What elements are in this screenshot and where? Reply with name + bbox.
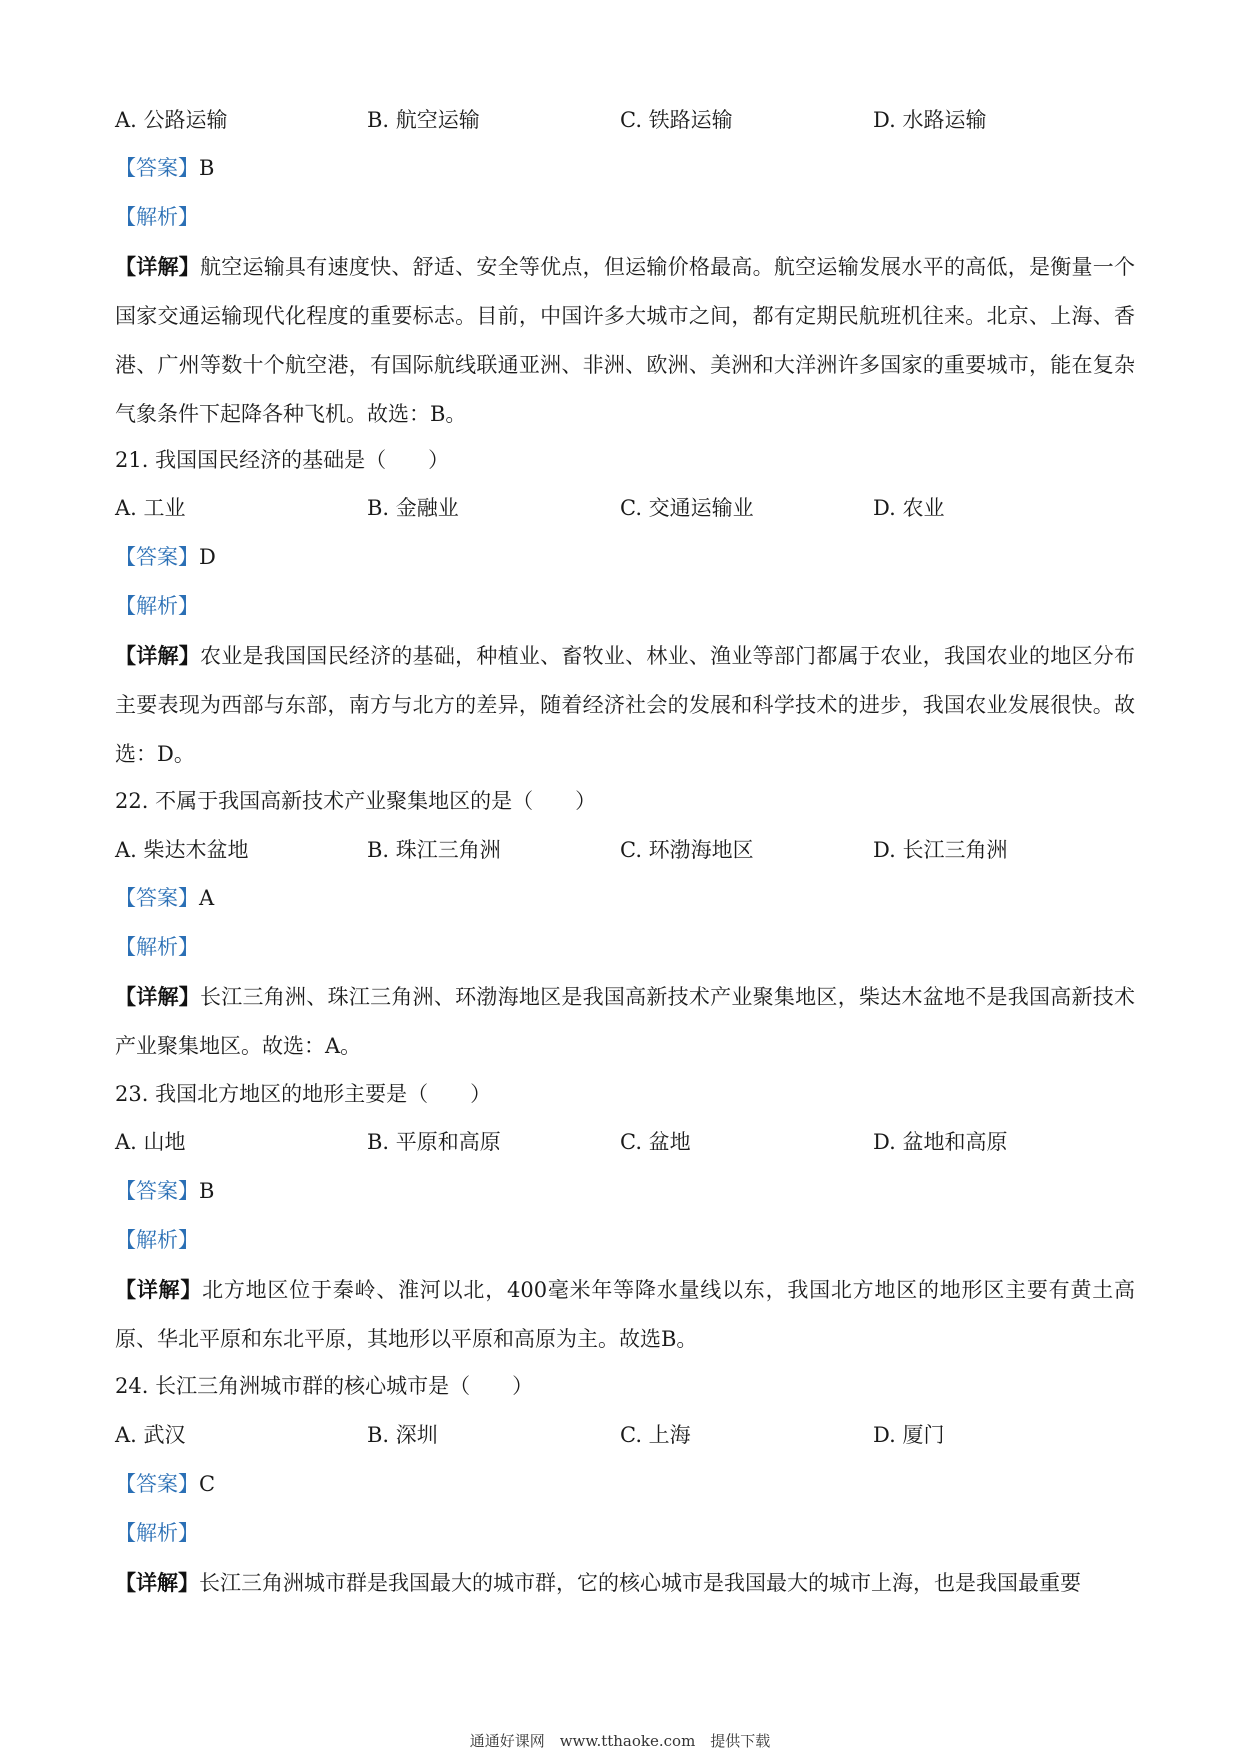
q21-analysis (115, 592, 1135, 620)
q22-option-c: C. 环渤海地区 (620, 838, 754, 862)
q23-option-b: B. 平原和高原 (367, 1130, 501, 1154)
analysis-tag: 【解析】 (115, 594, 199, 618)
answer-tag: 【答案】 (115, 545, 199, 569)
q23-option-d: D. 盆地和高原 (873, 1130, 1008, 1154)
q21-detail (115, 631, 1135, 779)
q23-analysis (115, 1226, 1135, 1254)
q22-option-b: B. 珠江三角洲 (367, 838, 501, 862)
q20-option-b: B. 航空运输 (367, 108, 480, 132)
q24-stem: 24. 长江三角洲城市群的核心城市是（ ） (115, 1374, 534, 1398)
answer-tag: 【答案】 (115, 886, 199, 910)
q22-detail (115, 972, 1135, 1071)
q22-option-a: A. 柴达木盆地 (115, 838, 249, 862)
detail-text: 长江三角洲、珠江三角洲、环渤海地区是我国高新技术产业聚集地区，柴达木盆地不是我国高新技术产业聚集地区。故选：A。 (115, 985, 1136, 1058)
q22-option-d: D. 长江三角洲 (873, 838, 1008, 862)
answer-value: B (199, 156, 215, 180)
answer-value: A (199, 886, 215, 910)
analysis-tag: 【解析】 (115, 1521, 199, 1545)
detail-text: 航空运输具有速度快、舒适、安全等优点，但运输价格最高。航空运输发展水平的高低，是衡量一个国家交通运输现代化程度的重要标志。目前，中国许多大城市之间，都有定期民航班机往来。北京、上海、香港、广州等数十个航空港，有国际航线联通亚洲、非洲、欧洲、美洲和大洋洲许多国家的重要城市，能在复杂气象条件下起降各种飞机。故选：B。 (115, 255, 1136, 426)
q24-answer (115, 1470, 1135, 1498)
analysis-tag: 【解析】 (115, 1228, 199, 1252)
detail-tag: 【详解】 (115, 1570, 199, 1595)
detail-text: 农业是我国国民经济的基础，种植业、畜牧业、林业、渔业等部门都属于农业，我国农业的地区分布主要表现为西部与东部，南方与北方的差异，随着经济社会的发展和科学技术的进步，我国农业发展很快。故选：D。 (115, 644, 1136, 766)
q20-answer (115, 154, 1135, 182)
q21-option-b: B. 金融业 (367, 496, 459, 520)
q20-detail (115, 242, 1135, 439)
answer-tag: 【答案】 (115, 1179, 199, 1203)
q24-option-d: D. 厦门 (873, 1423, 945, 1447)
q23-stem: 23. 我国北方地区的地形主要是（ ） (115, 1082, 492, 1106)
q21-answer (115, 543, 1135, 571)
q21-option-a: A. 工业 (115, 496, 186, 520)
q24-option-c: C. 上海 (620, 1423, 691, 1447)
q20-option-a: A. 公路运输 (115, 108, 228, 132)
q24-option-a: A. 武汉 (115, 1423, 186, 1447)
detail-tag: 【详解】 (115, 1277, 203, 1302)
q20-option-c: C. 铁路运输 (620, 108, 733, 132)
q24-analysis (115, 1519, 1135, 1547)
detail-tag: 【详解】 (115, 984, 201, 1009)
q21-option-d: D. 农业 (873, 496, 945, 520)
answer-tag: 【答案】 (115, 156, 199, 180)
q23-option-c: C. 盆地 (620, 1130, 691, 1154)
q20-analysis (115, 203, 1135, 231)
detail-tag: 【详解】 (115, 254, 201, 279)
q22-stem: 22. 不属于我国高新技术产业聚集地区的是（ ） (115, 789, 597, 813)
analysis-tag: 【解析】 (115, 935, 199, 959)
q23-detail (115, 1265, 1135, 1364)
answer-tag: 【答案】 (115, 1472, 199, 1496)
detail-tag: 【详解】 (115, 643, 201, 668)
detail-text: 长江三角洲城市群是我国最大的城市群，它的核心城市是我国最大的城市上海，也是我国最重要 (199, 1571, 1081, 1595)
q23-option-a: A. 山地 (115, 1130, 186, 1154)
detail-text: 北方地区位于秦岭、淮河以北，400毫米年等降水量线以东，我国北方地区的地形区主要有黄土高原、华北平原和东北平原，其地形以平原和高原为主。故选B。 (115, 1278, 1135, 1351)
page-footer: 通通好课网 www.tthaoke.com 提供下载 (469, 1732, 771, 1750)
answer-value: C (199, 1472, 216, 1496)
q24-detail (115, 1558, 1135, 1608)
q21-stem: 21. 我国国民经济的基础是（ ） (115, 448, 450, 472)
answer-value: D (199, 545, 216, 569)
q23-answer (115, 1177, 1135, 1205)
answer-value: B (199, 1179, 215, 1203)
q22-answer (115, 884, 1135, 912)
q24-option-b: B. 深圳 (367, 1423, 438, 1447)
q22-analysis (115, 933, 1135, 961)
q21-option-c: C. 交通运输业 (620, 496, 754, 520)
analysis-tag: 【解析】 (115, 205, 199, 229)
q20-option-d: D. 水路运输 (873, 108, 987, 132)
